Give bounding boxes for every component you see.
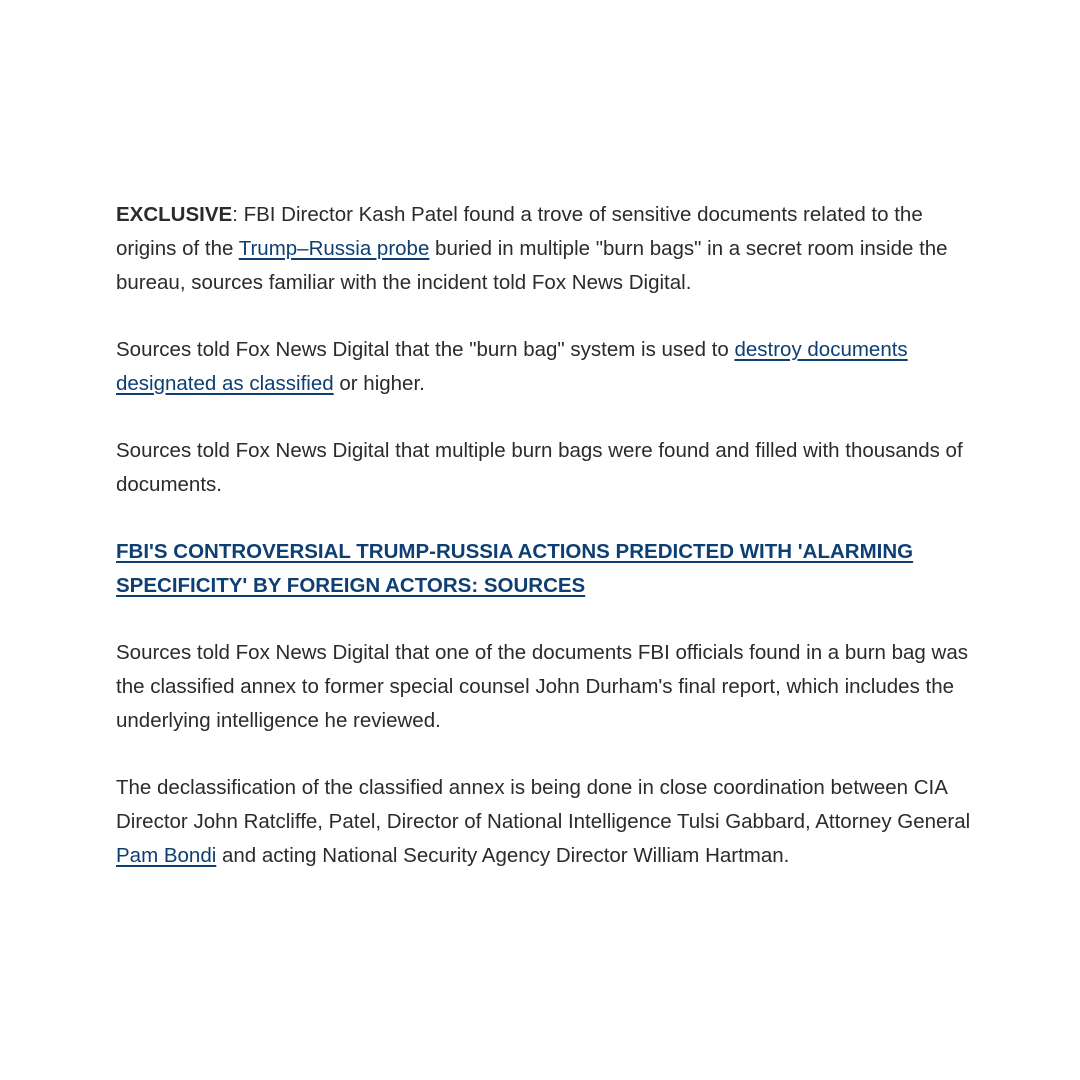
paragraph-text: Sources told Fox News Digital that multiple burn bags were found and filled with thousands of documents. [116,439,963,496]
paragraph-text: The declassification of the classified annex is being done in close coordination between CIA Director John Ratcliffe, Patel, Director of National Intelligence Tulsi Gabbard, Attorney General [116,776,971,833]
related-article-link[interactable]: FBI'S CONTROVERSIAL TRUMP-RUSSIA ACTIONS PREDICTED WITH 'ALARMING SPECIFICITY' BY FOREIGN ACTORS: SOURCES [116,540,914,597]
exclusive-label: EXCLUSIVE [116,203,233,226]
paragraph-text: or higher. [333,372,425,395]
paragraph-declassification [116,771,986,873]
paragraph-text: buried in multiple "burn bags" in a secret room inside the bureau, sources familiar with the incident told Fox News Digital. [116,237,948,294]
paragraph-text: : FBI Director Kash Patel found a trove of sensitive documents related to the origins of the [116,203,923,260]
paragraph-durham-annex [116,636,986,738]
paragraph-text: and acting National Security Agency Director William Hartman. [216,844,790,867]
paragraph-exclusive [116,198,986,300]
pam-bondi-link[interactable]: Pam Bondi [116,844,217,867]
paragraph-burn-bag-system [116,333,986,401]
trump-russia-probe-link[interactable]: Trump–Russia probe [238,237,430,260]
destroy-documents-link[interactable]: destroy documents designated as classified [116,338,908,395]
related-article [116,535,986,603]
paragraph-multiple-burn-bags [116,434,986,502]
paragraph-text: Sources told Fox News Digital that one of the documents FBI officials found in a burn bag was the classified annex to former special counsel John Durham's final report, which includes the underlying intelligence he reviewed. [116,641,968,732]
paragraph-text: Sources told Fox News Digital that the "burn bag" system is used to [116,338,735,361]
article-body [116,198,986,906]
